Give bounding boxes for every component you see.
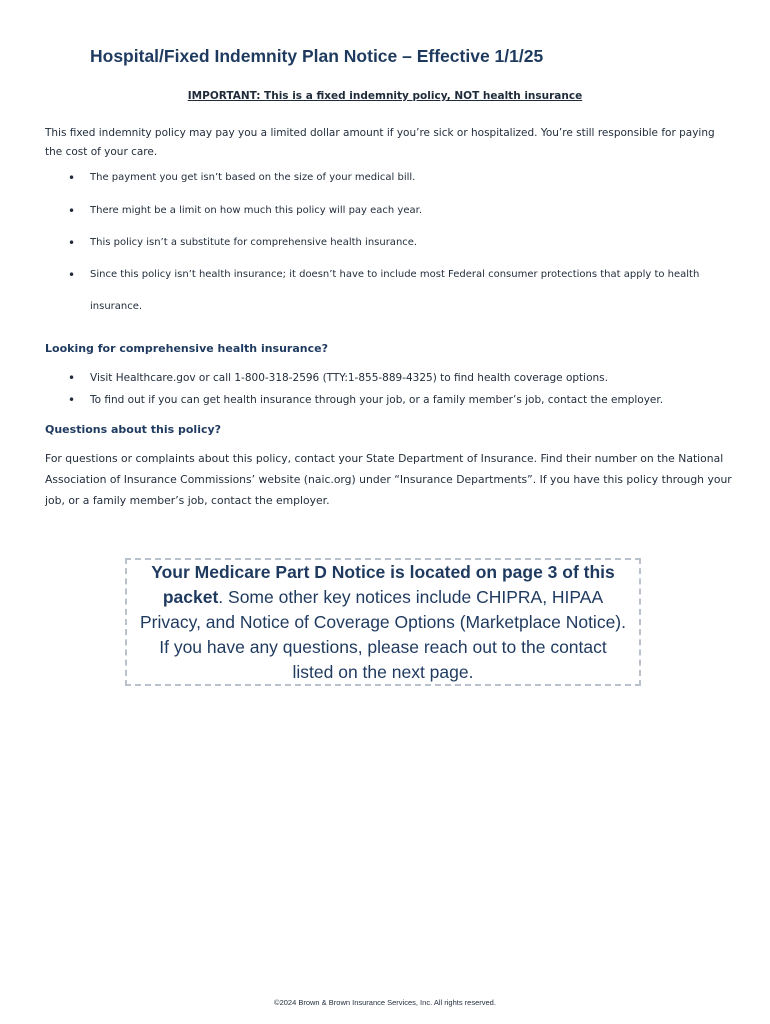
section-heading-comprehensive: Looking for comprehensive health insurance?: [45, 342, 328, 355]
section-heading-questions: Questions about this policy?: [45, 423, 222, 436]
notice-text: [137, 560, 629, 685]
list-item: • Since this policy isn’t health insurance; it doesn’t have to include most Federal consumer protections that apply to health: [90, 259, 730, 291]
important-disclaimer: IMPORTANT: This is a fixed indemnity policy, NOT health insurance: [187, 90, 583, 102]
list-item: • To find out if you can get health insurance through your job, or a family member’s job, contact the employer.: [90, 390, 730, 411]
page-title: Hospital/Fixed Indemnity Plan Notice – Effective 1/1/25: [90, 46, 544, 66]
footer-copyright: ©2024 Brown & Brown Insurance Services, Inc. All rights reserved.: [274, 998, 496, 1007]
notice-rest-text: . Some other key notices include CHIPRA, HIPAA Privacy, and Notice of Coverage Options (Marketplace Notice). If you have any questions, please reach out to the contact listed on the next page.: [140, 586, 626, 682]
intro-paragraph: This fixed indemnity policy may pay you a limited dollar amount if you’re sick or hospitalized. You’re still responsible for paying the cost of your care.: [45, 127, 715, 158]
list-item: • This policy isn’t a substitute for comprehensive health insurance.: [90, 227, 730, 259]
questions-paragraph: For questions or complaints about this policy, contact your State Department of Insurance. Find their number on the National Association of Insurance Commissions’ website (naic.org) under “Insurance Departments”. If you have this policy through your job, or a family member’s job, contact the employer.: [45, 452, 732, 507]
medicare-notice-box: [125, 558, 641, 686]
list-item-continuation: insurance.: [90, 301, 143, 312]
notice-bold-text: Your Medicare Part D Notice is located on page 3 of this packet: [151, 561, 615, 607]
list-item: • There might be a limit on how much this policy will pay each year.: [90, 195, 730, 227]
list-item: • Visit Healthcare.gov or call 1-800-318-2596 (TTY:1-855-889-4325) to find health coverage options.: [90, 368, 730, 389]
list-item: • The payment you get isn’t based on the size of your medical bill.: [90, 162, 730, 194]
